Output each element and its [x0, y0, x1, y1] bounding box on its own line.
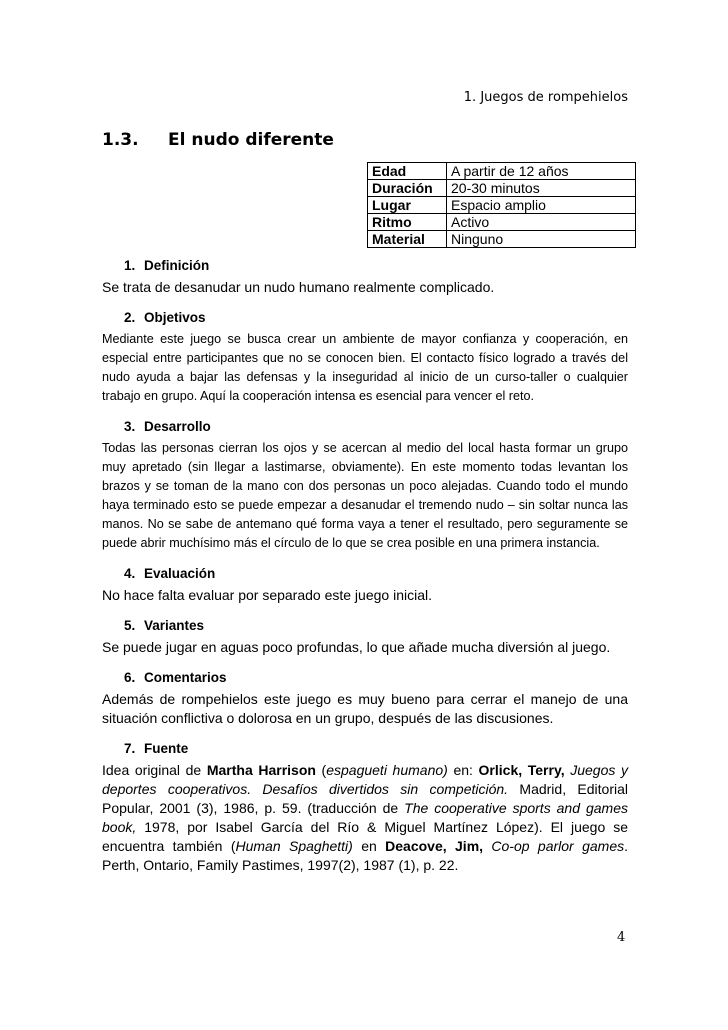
running-header: 1. Juegos de rompehielos — [463, 90, 628, 105]
paragraph-comentarios: Además de rompehielos este juego es muy bueno para cerrar el manejo de una situación conflictiva o dolorosa en un grupo, después de las discusiones. — [102, 691, 628, 726]
heading-evaluacion — [102, 566, 628, 581]
info-key: Ritmo — [368, 214, 447, 231]
heading-text: Variantes — [144, 618, 205, 633]
heading-text: Evaluación — [144, 566, 216, 581]
section-number: 1.3. — [102, 130, 139, 150]
text-run: 1978, por Isabel García del Río & Miguel Martínez López). El juego se encuentra también ( — [102, 819, 628, 854]
section-title — [102, 130, 334, 150]
info-value: Espacio amplio — [447, 197, 636, 214]
heading-text: Definición — [144, 258, 210, 273]
author-name: Orlick, Terry, — [478, 762, 565, 778]
text-run: en — [352, 838, 386, 854]
section-title-text: El nudo diferente — [168, 130, 334, 150]
heading-number: 3. — [124, 419, 136, 434]
info-value: A partir de 12 años — [447, 163, 636, 180]
heading-number: 1. — [124, 258, 136, 273]
info-value: 20-30 minutos — [447, 180, 636, 197]
paragraph-desarrollo: Todas las personas cierran los ojos y se acercan al medio del local hasta formar un grupo muy apretado (sin llegar a lastimarse, obviamente). En este momento todas levantan los brazos y se toman de la mano con dos personas un poco alejadas. Cuando todo el mundo haya terminado esto se puede empezar a desanudar el tremendo nudo – sin soltar nunca las manos. No se sabe de antemano qué forma vaya a tener el resultado, pero seguramente se puede abrir muchísimo más el círculo de lo que se crea posible en una primera instancia. — [102, 441, 628, 550]
paragraph-objetivos: Mediante este juego se busca crear un ambiente de mayor confianza y cooperación, en especial entre participantes que no se conocen bien. El contacto físico logrado a través del nudo ayuda a bajar las defensas y la inseguridad al inicio de un curso-taller o cualquier trabajo en grupo. Aquí la cooperación intensa es esencial para vencer el reto. — [102, 332, 628, 403]
heading-number: 7. — [124, 741, 136, 756]
heading-fuente — [102, 741, 628, 756]
heading-objetivos — [102, 310, 628, 325]
text-run: Idea original de — [102, 762, 207, 778]
info-row-material — [368, 231, 636, 248]
heading-definicion — [102, 258, 628, 273]
heading-number: 4. — [124, 566, 136, 581]
info-key: Material — [368, 231, 447, 248]
text-run: en: — [447, 762, 479, 778]
info-row-place — [368, 197, 636, 214]
heading-text: Desarrollo — [144, 419, 211, 434]
info-value: Activo — [447, 214, 636, 231]
heading-text: Comentarios — [144, 670, 227, 685]
document-body — [102, 258, 628, 888]
text-run: . Perth, Ontario, Family Pastimes, 1997(2), 1987 (1), p. 22. — [102, 838, 628, 873]
alt-title: espagueti humano) — [326, 762, 448, 778]
book-title: Juegos y deportes cooperativos. Desafíos divertidos sin competición. — [102, 762, 628, 797]
heading-desarrollo — [102, 419, 628, 434]
author-name: Martha Harrison — [206, 762, 316, 778]
heading-text: Fuente — [144, 741, 189, 756]
paragraph-fuente — [102, 761, 628, 875]
page-number: 4 — [617, 930, 626, 945]
book-title: The cooperative sports and games book, — [102, 800, 628, 835]
heading-comentarios — [102, 670, 628, 685]
author-name: Deacove, Jim, — [385, 838, 484, 854]
info-key: Edad — [368, 163, 447, 180]
text-run: ( — [315, 762, 327, 778]
heading-variantes — [102, 618, 628, 633]
info-row-rhythm — [368, 214, 636, 231]
paragraph-evaluacion: No hace falta evaluar por separado este juego inicial. — [102, 587, 432, 603]
heading-number: 5. — [124, 618, 136, 633]
heading-number: 6. — [124, 670, 136, 685]
info-table — [367, 162, 636, 248]
info-row-duration — [368, 180, 636, 197]
alt-title: Human Spaghetti) — [235, 838, 353, 854]
paragraph-definicion: Se trata de desanudar un nudo humano realmente complicado. — [102, 279, 495, 295]
book-title: Co-op parlor games — [491, 838, 625, 854]
info-row-age — [368, 163, 636, 180]
info-value: Ninguno — [447, 231, 636, 248]
paragraph-variantes: Se puede jugar en aguas poco profundas, lo que añade mucha diversión al juego. — [102, 639, 611, 655]
info-key: Duración — [368, 180, 447, 197]
text-run: Madrid, Editorial Popular, 2001 (3), 1986, p. 59. (traducción de — [102, 781, 629, 816]
info-key: Lugar — [368, 197, 447, 214]
heading-number: 2. — [124, 310, 136, 325]
heading-text: Objetivos — [144, 310, 206, 325]
